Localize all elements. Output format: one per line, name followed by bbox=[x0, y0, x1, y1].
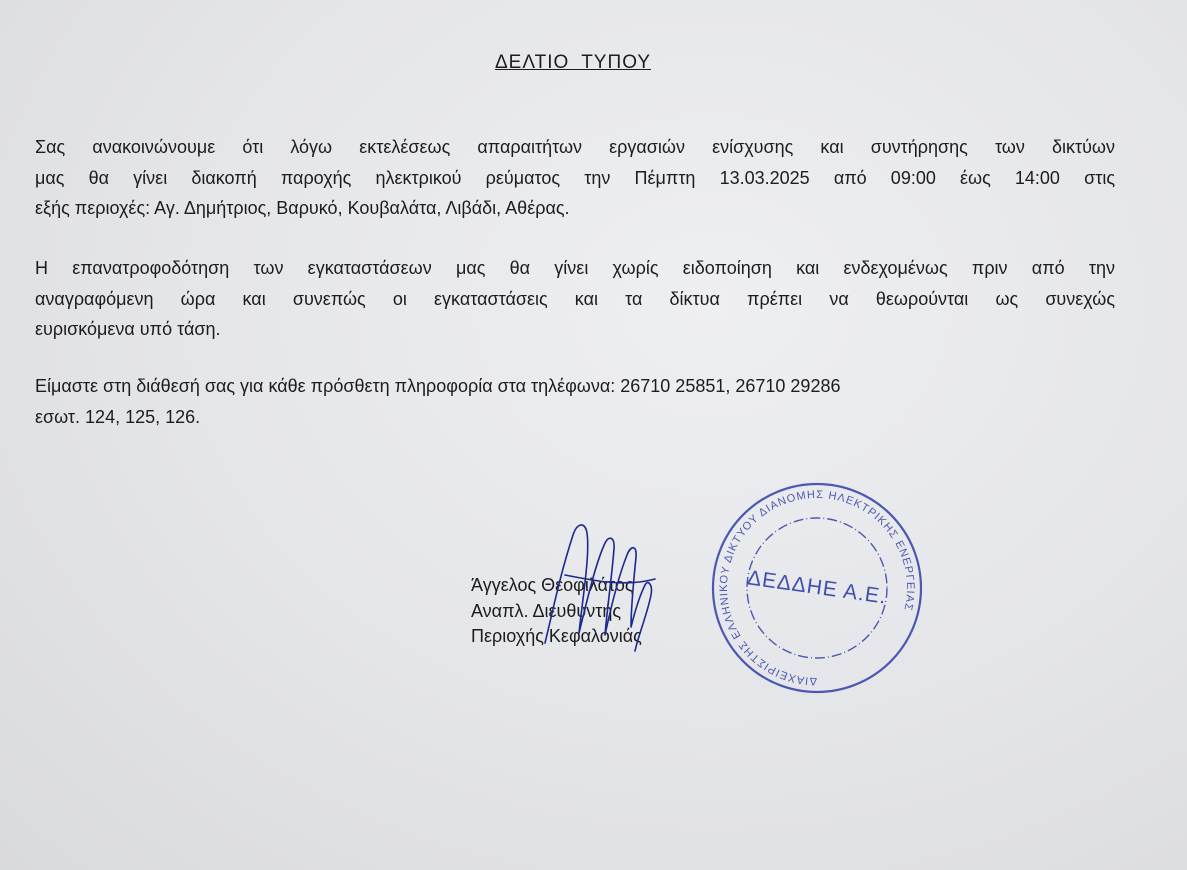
contact-line-1: Είμαστε στη διάθεσή σας για κάθε πρόσθετη πληροφορία στα τηλέφωνα: 26710 25851, 26710 29286 bbox=[35, 376, 841, 396]
restoration-line-3: ευρισκόμενα υπό τάση. bbox=[35, 319, 221, 339]
announcement-paragraph bbox=[35, 132, 1115, 224]
announcement-line-2: μας θα γίνει διακοπή παροχής ηλεκτρικού ρεύματος την Πέμπτη 13.03.2025 από 09:00 έως 14:00 στις bbox=[35, 167, 1115, 188]
restoration-line-2: αναγραφόμενη ώρα και συνεπώς οι εγκαταστάσεις και τα δίκτυα πρέπει να θεωρούνται ως συνεχώς bbox=[35, 288, 1115, 309]
document-title: ΔΕΛΤΙΟ ΤΥΠΟΥ bbox=[494, 52, 652, 73]
restoration-paragraph bbox=[35, 253, 1115, 345]
signatory-name: Άγγελος Θεοφιλάτος bbox=[471, 575, 634, 595]
handwritten-signature bbox=[535, 515, 705, 655]
stamp-ring-text: ΔΙΑΧΕΙΡΙΣΤΗΣ ΕΛΛΗΝΙΚΟΥ ΔΙΚΤΥΟΥ ΔΙΑΝΟΜΗΣ ΗΛΕΚΤΡΙΚΗΣ ΕΝΕΡΓΕΙΑΣ bbox=[718, 488, 917, 688]
signatory-region: Περιοχής Κεφαλονιάς bbox=[471, 626, 642, 646]
contact-paragraph bbox=[35, 371, 1115, 432]
stamp-center-text: ΔΕΔΔΗΕ Α.Ε. bbox=[745, 566, 889, 609]
company-stamp bbox=[705, 478, 930, 698]
announcement-line-1: Σας ανακοινώνουμε ότι λόγω εκτελέσεως απαραιτήτων εργασιών ενίσχυσης και συντήρησης των δικτύων bbox=[35, 137, 1115, 157]
restoration-line-1: Η επανατροφοδότηση των εγκαταστάσεων μας θα γίνει χωρίς ειδοποίηση και ενδεχομένως πριν από την bbox=[35, 258, 1115, 278]
announcement-line-3: εξής περιοχές: Αγ. Δημήτριος, Βαρυκό, Κουβαλάτα, Λιβάδι, Αθέρας. bbox=[35, 198, 570, 218]
signatory-position: Αναπλ. Διευθυντής bbox=[471, 600, 622, 621]
contact-line-2: εσωτ. 124, 125, 126. bbox=[35, 406, 201, 427]
